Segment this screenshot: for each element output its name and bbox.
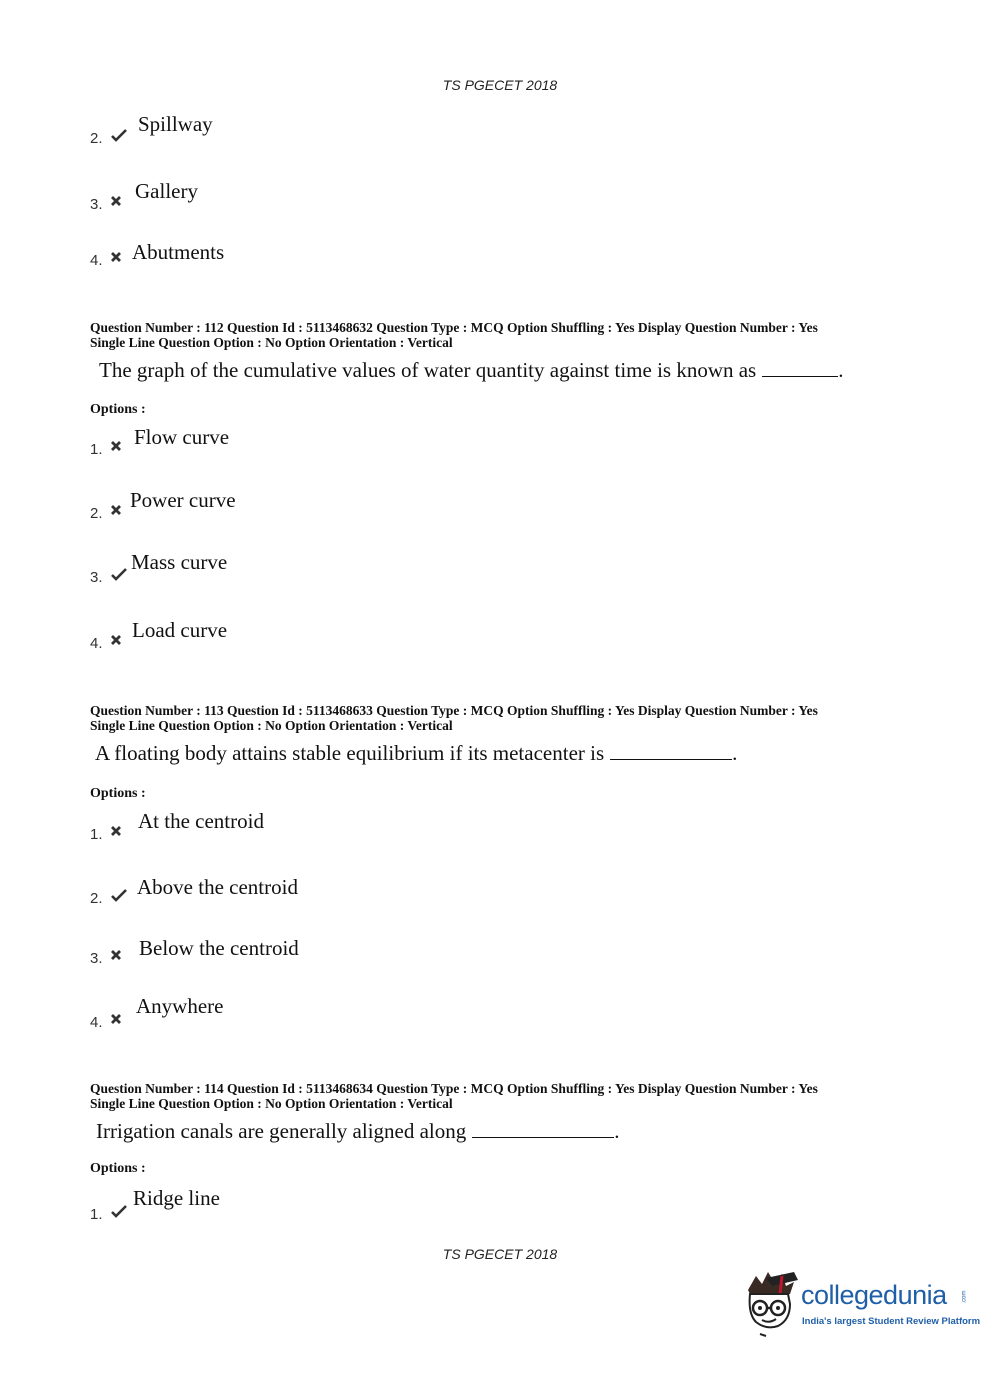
question-end: . (732, 741, 738, 765)
meta-line-2: Single Line Question Option : No Option Orientation : Vertical (90, 335, 453, 350)
question-text (95, 741, 737, 766)
option-text: At the centroid (138, 809, 264, 833)
option-number: 3. (90, 196, 103, 213)
option-number: 3. (90, 569, 103, 586)
meta-line-2: Single Line Question Option : No Option Orientation : Vertical (90, 1096, 453, 1111)
options-label: Options : (90, 786, 146, 801)
option-text: Spillway (138, 112, 213, 136)
option-number: 4. (90, 1014, 103, 1031)
cross-icon (110, 633, 122, 651)
option-text: Power curve (130, 488, 236, 512)
option-number: 1. (90, 441, 103, 458)
cross-icon (110, 503, 122, 521)
question-text (96, 1119, 620, 1144)
page-header: TS PGECET 2018 (442, 77, 558, 93)
question-meta (90, 703, 910, 733)
option-text: Load curve (132, 618, 228, 642)
check-icon (110, 567, 128, 586)
cross-icon (110, 1012, 122, 1030)
question-stem: A floating body attains stable equilibrium if its metacenter is (95, 741, 605, 765)
question-stem: The graph of the cumulative values of water quantity against time is known as (99, 358, 757, 382)
option-number: 1. (90, 826, 103, 843)
question-end: . (838, 358, 844, 382)
meta-line-1: Question Number : 112 Question Id : 5113468632 Question Type : MCQ Option Shuffling : Yes Display Question Number : Yes (90, 320, 818, 335)
check-icon (110, 128, 128, 147)
collegedunia-logo (742, 1268, 981, 1340)
brand-name: collegedunia (801, 1280, 947, 1310)
answer-blank (610, 741, 732, 760)
options-label: Options : (90, 1161, 146, 1176)
brand-tagline: India's largest Student Review Platform (802, 1316, 981, 1327)
options-label: Options : (90, 402, 146, 417)
option-number: 2. (90, 130, 103, 147)
option-text: Flow curve (134, 425, 230, 449)
question-text (99, 358, 843, 383)
page-footer: TS PGECET 2018 (442, 1246, 558, 1262)
cross-icon (110, 194, 122, 212)
option-text: Abutments (132, 240, 225, 264)
brand-suffix: .com (961, 1290, 968, 1304)
question-stem: Irrigation canals are generally aligned along (96, 1119, 467, 1143)
option-text: Below the centroid (139, 936, 299, 960)
meta-line-1: Question Number : 114 Question Id : 5113468634 Question Type : MCQ Option Shuffling : Yes Display Question Number : Yes (90, 1081, 818, 1096)
answer-blank (762, 358, 838, 377)
option-number: 3. (90, 950, 103, 967)
option-number: 2. (90, 890, 103, 907)
student-mascot-icon (742, 1268, 800, 1340)
option-text: Gallery (135, 179, 198, 203)
cross-icon (110, 948, 122, 966)
check-icon (110, 1204, 128, 1223)
meta-line-1: Question Number : 113 Question Id : 5113468633 Question Type : MCQ Option Shuffling : Yes Display Question Number : Yes (90, 703, 818, 718)
question-meta (90, 320, 910, 350)
question-meta (90, 1081, 910, 1111)
option-number: 4. (90, 635, 103, 652)
option-text: Ridge line (133, 1186, 220, 1210)
option-number: 2. (90, 505, 103, 522)
option-number: 1. (90, 1206, 103, 1223)
option-number: 4. (90, 252, 103, 269)
option-text: Above the centroid (137, 875, 298, 899)
answer-blank (472, 1119, 614, 1138)
cross-icon (110, 250, 122, 268)
question-end: . (614, 1119, 620, 1143)
option-text: Mass curve (131, 550, 228, 574)
meta-line-2: Single Line Question Option : No Option Orientation : Vertical (90, 718, 453, 733)
cross-icon (110, 439, 122, 457)
cross-icon (110, 824, 122, 842)
check-icon (110, 888, 128, 907)
option-text: Anywhere (136, 994, 224, 1018)
